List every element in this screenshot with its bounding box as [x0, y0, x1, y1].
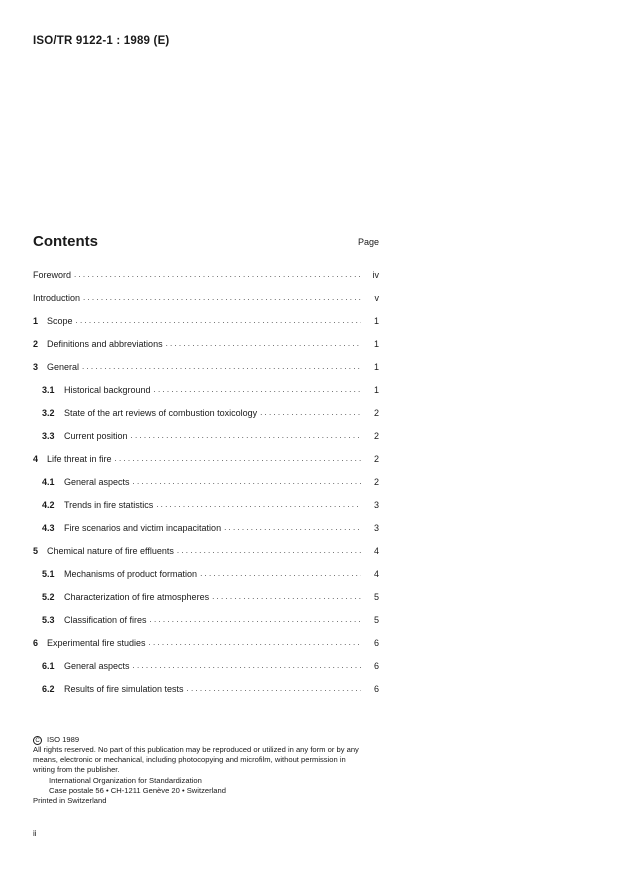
- toc-dot-leader: [212, 592, 361, 601]
- toc-section-number: 5.2: [42, 591, 55, 602]
- toc-dot-leader: [76, 316, 361, 325]
- toc-section-title: State of the art reviews of combustion toxicology: [64, 407, 258, 418]
- contents-header: [33, 233, 379, 253]
- toc-section-number: 4.2: [42, 499, 55, 510]
- toc-dot-leader: [82, 362, 361, 371]
- toc-page-number: 2: [373, 407, 379, 418]
- rights-notice-line-3: writing from the publisher.: [33, 765, 120, 774]
- toc-section-title: Fire scenarios and victim incapacitation: [64, 522, 222, 533]
- toc-section-title: Life threat in fire: [47, 453, 112, 464]
- toc-page-number: iv: [372, 269, 379, 280]
- toc-page-number: v: [374, 292, 379, 303]
- toc-dot-leader: [260, 408, 361, 417]
- toc-section-title: Classification of fires: [64, 614, 147, 625]
- toc-page-number: 1: [373, 338, 379, 349]
- toc-page-number: 2: [373, 453, 379, 464]
- toc-section-title: Trends in fire statistics: [64, 499, 154, 510]
- toc-entry[interactable]: [33, 608, 379, 631]
- toc-section-number: 5.1: [42, 568, 55, 579]
- toc-entry[interactable]: [33, 424, 379, 447]
- toc-entry[interactable]: [33, 309, 379, 332]
- toc-section-title: Characterization of fire atmospheres: [64, 591, 210, 602]
- toc-page-number: 5: [373, 591, 379, 602]
- toc-dot-leader: [133, 477, 361, 486]
- toc-entry[interactable]: [33, 355, 379, 378]
- toc-entry[interactable]: [33, 286, 379, 309]
- toc-dot-leader: [187, 684, 361, 693]
- toc-page-number: 2: [373, 476, 379, 487]
- toc-entry[interactable]: [33, 401, 379, 424]
- toc-section-title: Current position: [64, 430, 128, 441]
- toc-section-title: Results of fire simulation tests: [64, 683, 184, 694]
- toc-page-number: 4: [373, 568, 379, 579]
- copyright-notice: [33, 735, 383, 806]
- toc-section-title: Definitions and abbreviations: [47, 338, 163, 349]
- toc-dot-leader: [200, 569, 361, 578]
- toc-section-number: 3.3: [42, 430, 55, 441]
- toc-section-number: 5: [33, 545, 39, 556]
- page-number: ii: [33, 829, 37, 838]
- toc-page-number: 6: [373, 637, 379, 648]
- toc-section-title: Chemical nature of fire effluents: [47, 545, 174, 556]
- toc-dot-leader: [131, 431, 361, 440]
- toc-section-number: 6: [33, 637, 39, 648]
- toc-dot-leader: [74, 270, 361, 279]
- toc-section-number: 5.3: [42, 614, 55, 625]
- document-identifier: ISO/TR 9122-1 : 1989 (E): [33, 35, 170, 47]
- toc-page-number: 3: [373, 499, 379, 510]
- rights-notice-line-1: All rights reserved. No part of this publication may be reproduced or utilized in any form or by any: [33, 745, 359, 754]
- page-column-label: Page: [357, 237, 379, 247]
- toc-entry[interactable]: [33, 654, 379, 677]
- toc-page-number: 1: [373, 361, 379, 372]
- toc-entry[interactable]: [33, 539, 379, 562]
- toc-dot-leader: [154, 385, 361, 394]
- toc-page-number: 4: [373, 545, 379, 556]
- toc-section-number: 3.1: [42, 384, 55, 395]
- toc-entry[interactable]: [33, 332, 379, 355]
- toc-dot-leader: [224, 523, 361, 532]
- toc-section-title: Introduction: [33, 292, 81, 303]
- toc-dot-leader: [149, 638, 361, 647]
- toc-dot-leader: [150, 615, 361, 624]
- table-of-contents: [33, 263, 379, 700]
- toc-section-title: Historical background: [64, 384, 151, 395]
- toc-dot-leader: [83, 293, 361, 302]
- toc-entry[interactable]: [33, 677, 379, 700]
- toc-section-title: Foreword: [33, 269, 72, 280]
- toc-page-number: 2: [373, 430, 379, 441]
- toc-entry[interactable]: [33, 585, 379, 608]
- toc-section-number: 3: [33, 361, 39, 372]
- toc-section-title: Mechanisms of product formation: [64, 568, 198, 579]
- toc-entry[interactable]: [33, 493, 379, 516]
- copyright-owner-year: ISO 1989: [47, 735, 80, 744]
- contents-title: Contents: [33, 233, 98, 250]
- toc-section-number: 1: [33, 315, 39, 326]
- organization-name: International Organization for Standardization: [49, 776, 202, 785]
- toc-page-number: 6: [373, 660, 379, 671]
- toc-dot-leader: [177, 546, 361, 555]
- toc-section-title: General aspects: [64, 476, 130, 487]
- toc-section-number: 6.1: [42, 660, 55, 671]
- toc-section-number: 4.3: [42, 522, 55, 533]
- toc-page-number: 5: [373, 614, 379, 625]
- toc-entry[interactable]: [33, 470, 379, 493]
- toc-entry[interactable]: [33, 562, 379, 585]
- toc-entry[interactable]: [33, 447, 379, 470]
- copyright-icon: C: [33, 736, 42, 745]
- toc-section-title: Scope: [47, 315, 73, 326]
- toc-dot-leader: [166, 339, 361, 348]
- toc-entry[interactable]: [33, 263, 379, 286]
- toc-entry[interactable]: [33, 631, 379, 654]
- toc-section-title: Experimental fire studies: [47, 637, 146, 648]
- toc-page-number: 3: [373, 522, 379, 533]
- toc-entry[interactable]: [33, 516, 379, 539]
- toc-section-number: 6.2: [42, 683, 55, 694]
- toc-page-number: 6: [373, 683, 379, 694]
- toc-dot-leader: [115, 454, 361, 463]
- toc-section-title: General aspects: [64, 660, 130, 671]
- toc-dot-leader: [156, 500, 361, 509]
- toc-section-number: 3.2: [42, 407, 55, 418]
- toc-dot-leader: [133, 661, 361, 670]
- printed-in: Printed in Switzerland: [33, 796, 107, 805]
- toc-section-title: General: [47, 361, 80, 372]
- rights-notice-line-2: means, electronic or mechanical, including photocopying and microfilm, without permission in: [33, 755, 346, 764]
- toc-section-number: 2: [33, 338, 39, 349]
- toc-page-number: 1: [373, 384, 379, 395]
- toc-section-number: 4: [33, 453, 39, 464]
- toc-page-number: 1: [373, 315, 379, 326]
- organization-address: Case postale 56 • CH-1211 Genève 20 • Switzerland: [49, 786, 226, 795]
- toc-entry[interactable]: [33, 378, 379, 401]
- copyright-line: [33, 735, 383, 745]
- toc-section-number: 4.1: [42, 476, 55, 487]
